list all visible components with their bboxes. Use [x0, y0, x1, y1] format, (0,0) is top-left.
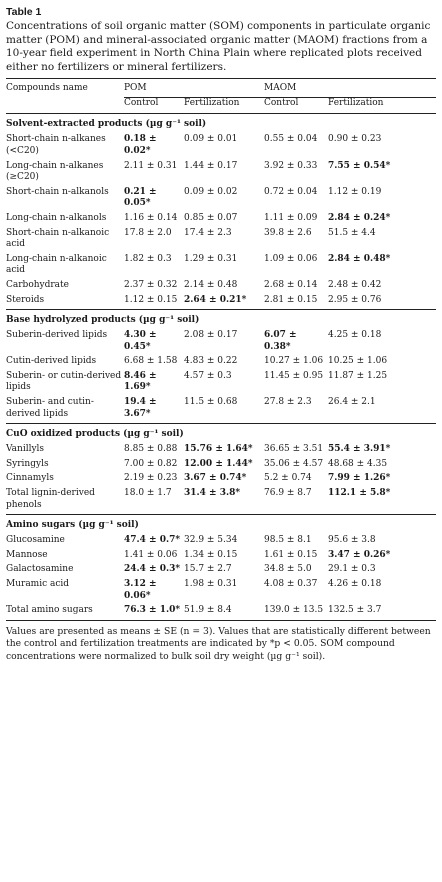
- table-row: [6, 397, 436, 424]
- maom-fertilization-cell: 2.84 ± 0.24*: [328, 212, 391, 223]
- header-row-groups: [6, 79, 436, 98]
- pom-control-cell: 19.4 ± 3.67*: [124, 397, 157, 419]
- maom-fertilization-cell: 55.4 ± 3.91*: [328, 444, 391, 455]
- maom-fertilization-cell: 2.48 ± 0.42: [328, 279, 382, 290]
- maom-fertilization-cell: 95.6 ± 3.8: [328, 535, 376, 546]
- maom-control-cell: 1.61 ± 0.15: [264, 549, 318, 560]
- pom-control-cell: 1.41 ± 0.06: [124, 549, 178, 560]
- table-row: [6, 134, 436, 160]
- compound-name-cell: Muramic acid: [6, 579, 70, 589]
- compound-name-cell: Syringyls: [6, 458, 49, 469]
- pom-control-cell: 7.00 ± 0.82: [124, 458, 178, 469]
- pom-fertilization-cell: 1.98 ± 0.31: [184, 579, 238, 589]
- pom-control-cell: 2.19 ± 0.23: [124, 473, 178, 484]
- table-row: [6, 371, 436, 397]
- maom-fertilization-cell: 48.68 ± 4.35: [328, 458, 388, 469]
- compound-name-cell: Galactosamine: [6, 564, 74, 575]
- maom-control-cell: 27.8 ± 2.3: [264, 397, 312, 408]
- table-row: [6, 473, 436, 488]
- maom-fertilization-cell: 0.90 ± 0.23: [328, 134, 382, 145]
- maom-fertilization-cell: 26.4 ± 2.1: [328, 397, 376, 408]
- maom-fertilization-cell: 4.25 ± 0.18: [328, 330, 382, 341]
- section-title: CuO oxidized products (µg g⁻¹ soil): [6, 424, 436, 445]
- maom-fertilization-cell: 7.55 ± 0.54*: [328, 160, 391, 171]
- pom-control-cell: 2.11 ± 0.31: [124, 160, 178, 171]
- compound-name-cell: Short-chain n-alkanes (<C20): [6, 134, 106, 156]
- maom-fertilization-cell: 2.84 ± 0.48*: [328, 253, 391, 264]
- pom-control-cell: 0.18 ± 0.02*: [124, 134, 157, 156]
- maom-control-cell: 4.08 ± 0.37: [264, 579, 318, 589]
- pom-fertilization-cell: 3.67 ± 0.74*: [184, 473, 247, 484]
- pom-fertilization-cell: 17.4 ± 2.3: [184, 227, 232, 238]
- compound-name-cell: Short-chain n-alkanoic acid: [6, 227, 110, 250]
- pom-fertilization-cell: 1.44 ± 0.17: [184, 160, 238, 171]
- pom-control-cell: 76.3 ± 1.0*: [124, 605, 181, 616]
- maom-control-cell: 6.07 ± 0.38*: [264, 330, 297, 352]
- pom-fertilization-cell: 4.57 ± 0.3: [184, 370, 232, 381]
- section-title: Base hydrolyzed products (µg g⁻¹ soil): [6, 310, 436, 331]
- pom-fertilization-cell: 1.34 ± 0.15: [184, 549, 238, 560]
- maom-control-cell: 36.65 ± 3.51: [264, 444, 324, 455]
- pom-control-cell: 8.46 ± 1.69*: [124, 370, 157, 393]
- pom-fertilization-cell: 51.9 ± 8.4: [184, 605, 232, 616]
- compound-name-cell: Suberin- and cutin-derived lipids: [6, 397, 94, 419]
- compound-name-cell: Cutin-derived lipids: [6, 356, 97, 367]
- maom-control-cell: 11.45 ± 0.95: [264, 370, 324, 381]
- maom-fertilization-cell: 1.12 ± 0.19: [328, 186, 382, 197]
- section-header: [6, 515, 436, 536]
- maom-fertilization-cell: 4.26 ± 0.18: [328, 579, 382, 589]
- section-title: Solvent-extracted products (µg g⁻¹ soil): [6, 119, 207, 130]
- maom-fertilization-cell: 2.95 ± 0.76: [328, 294, 382, 305]
- pom-control-cell: 1.12 ± 0.15: [124, 294, 178, 305]
- maom-control-header: Control: [264, 98, 328, 114]
- pom-control-cell: 0.21 ± 0.05*: [124, 186, 157, 209]
- pom-control-cell: 1.16 ± 0.14: [124, 212, 178, 223]
- pom-control-cell: 18.0 ± 1.7: [124, 488, 172, 499]
- table-row: [6, 550, 436, 565]
- compound-name-cell: Vanillyls: [6, 444, 45, 455]
- table-row: [6, 295, 436, 310]
- section-title: Amino sugars (µg g⁻¹ soil): [6, 515, 436, 536]
- compound-name-cell: Cinnamyls: [6, 473, 54, 484]
- maom-fertilization-cell: 10.25 ± 1.06: [328, 356, 388, 367]
- section-header: [6, 424, 436, 445]
- maom-control-cell: 34.8 ± 5.0: [264, 564, 312, 575]
- table-row: [6, 161, 436, 187]
- pom-fertilization-cell: 32.9 ± 5.34: [184, 535, 238, 546]
- header-row-treatments: [6, 98, 436, 114]
- compound-name-cell: Suberin- or cutin-derived lipids: [6, 370, 122, 393]
- pom-fertilization-cell: 0.09 ± 0.02: [184, 186, 238, 197]
- pom-fertilization-cell: 1.29 ± 0.31: [184, 253, 238, 264]
- section-header: [6, 310, 436, 331]
- maom-control-cell: 0.72 ± 0.04: [264, 186, 318, 197]
- table-row: [6, 254, 436, 280]
- pom-fertilization-cell: 11.5 ± 0.68: [184, 397, 238, 408]
- pom-control-cell: 1.82 ± 0.3: [124, 253, 172, 264]
- maom-header: MAOM: [264, 79, 436, 98]
- pom-control-cell: 24.4 ± 0.3*: [124, 564, 181, 575]
- table-row: [6, 187, 436, 213]
- maom-control-cell: 2.68 ± 0.14: [264, 279, 318, 290]
- maom-control-cell: 39.8 ± 2.6: [264, 227, 312, 238]
- maom-control-cell: 0.55 ± 0.04: [264, 134, 318, 145]
- maom-fertilization-cell: 29.1 ± 0.3: [328, 564, 376, 575]
- table-row: [6, 564, 436, 579]
- pom-control-cell: 3.12 ± 0.06*: [124, 579, 157, 601]
- maom-control-cell: 5.2 ± 0.74: [264, 473, 312, 484]
- compound-name-cell: Total lignin-derived phenols: [6, 488, 95, 510]
- table-row: [6, 228, 436, 254]
- maom-control-cell: 98.5 ± 8.1: [264, 535, 312, 546]
- compound-name-cell: Long-chain n-alkanoic acid: [6, 253, 107, 276]
- pom-control-cell: 8.85 ± 0.88: [124, 444, 178, 455]
- maom-control-cell: 1.11 ± 0.09: [264, 212, 318, 223]
- maom-fertilization-cell: 3.47 ± 0.26*: [328, 549, 391, 560]
- pom-fertilization-cell: 0.09 ± 0.01: [184, 134, 238, 145]
- pom-fertilization-cell: 2.08 ± 0.17: [184, 330, 238, 341]
- table-row: [6, 444, 436, 459]
- bottom-rule: [6, 620, 436, 621]
- table-row: [6, 605, 436, 620]
- maom-fertilization-cell: 7.99 ± 1.26*: [328, 473, 391, 484]
- pom-fertilization-cell: 4.83 ± 0.22: [184, 356, 238, 367]
- compound-name-cell: Glucosamine: [6, 535, 65, 546]
- table-body: [6, 114, 436, 621]
- maom-control-cell: 35.06 ± 4.57: [264, 458, 324, 469]
- pom-fertilization-cell: 0.85 ± 0.07: [184, 212, 238, 223]
- compound-name-cell: Mannose: [6, 549, 48, 560]
- table-row: [6, 356, 436, 371]
- table-row: [6, 213, 436, 228]
- pom-control-cell: 6.68 ± 1.58: [124, 356, 178, 367]
- table-row: [6, 330, 436, 356]
- table-row: [6, 535, 436, 550]
- table-row: [6, 280, 436, 295]
- maom-control-cell: 3.92 ± 0.33: [264, 160, 318, 171]
- pom-control-header: Control: [124, 98, 184, 114]
- maom-fertilization-cell: 132.5 ± 3.7: [328, 605, 382, 616]
- pom-fertilization-cell: 2.14 ± 0.48: [184, 279, 238, 290]
- pom-control-cell: 47.4 ± 0.7*: [124, 535, 181, 546]
- pom-fertilization-cell: 15.7 ± 2.7: [184, 564, 232, 575]
- table-footnote: Values are presented as means ± SE (n = 3). Values that are statistically different between the control and fertilization treatments are indicated by *p < 0.05. SOM compound concentrations were normalized to bulk soil dry weight (µg g⁻¹ soil).: [6, 625, 431, 662]
- maom-control-cell: 1.09 ± 0.06: [264, 253, 318, 264]
- pom-fertilization-cell: 15.76 ± 1.64*: [184, 444, 253, 455]
- compound-name-cell: Carbohydrate: [6, 279, 69, 290]
- pom-control-cell: 17.8 ± 2.0: [124, 227, 172, 238]
- maom-control-cell: 76.9 ± 8.7: [264, 488, 312, 499]
- compound-name-cell: Steroids: [6, 294, 45, 305]
- compound-name-cell: Total amino sugars: [6, 605, 93, 616]
- pom-header: POM: [124, 79, 264, 98]
- pom-control-cell: 4.30 ± 0.45*: [124, 330, 157, 352]
- pom-control-cell: 2.37 ± 0.32: [124, 279, 178, 290]
- compounds-header: Compounds name: [6, 79, 124, 98]
- pom-fertilization-cell: 12.00 ± 1.44*: [184, 458, 253, 469]
- table-row: [6, 459, 436, 474]
- data-table: [6, 78, 436, 620]
- maom-fertilization-cell: 112.1 ± 5.8*: [328, 488, 391, 499]
- pom-fertilization-header: Fertilization: [184, 98, 264, 114]
- pom-fertilization-cell: 31.4 ± 3.8*: [184, 488, 241, 499]
- maom-fertilization-header: Fertilization: [328, 98, 436, 114]
- compound-name-cell: Long-chain n-alkanes (≥C20): [6, 160, 104, 183]
- maom-control-cell: 10.27 ± 1.06: [264, 356, 324, 367]
- table-row: [6, 488, 436, 515]
- table-caption: Concentrations of soil organic matter (SOM) components in particulate organic matter (POM) and mineral-associated organic matter (MAOM) fractions from a 10-year field experiment in North China Plain where replicated plots received either no fertilizers or mineral fertilizers.: [6, 20, 431, 73]
- compound-name-cell: Short-chain n-alkanols: [6, 186, 109, 197]
- table-row: [6, 579, 436, 605]
- compound-name-cell: Suberin-derived lipids: [6, 330, 108, 341]
- table-number: Table 1: [6, 6, 42, 18]
- maom-control-cell: 2.81 ± 0.15: [264, 294, 318, 305]
- pom-fertilization-cell: 2.64 ± 0.21*: [184, 294, 247, 305]
- compound-name-cell: Long-chain n-alkanols: [6, 212, 107, 223]
- maom-control-cell: 139.0 ± 13.5: [264, 605, 324, 616]
- maom-fertilization-cell: 11.87 ± 1.25: [328, 370, 388, 381]
- section-header: [6, 114, 436, 135]
- maom-fertilization-cell: 51.5 ± 4.4: [328, 227, 376, 238]
